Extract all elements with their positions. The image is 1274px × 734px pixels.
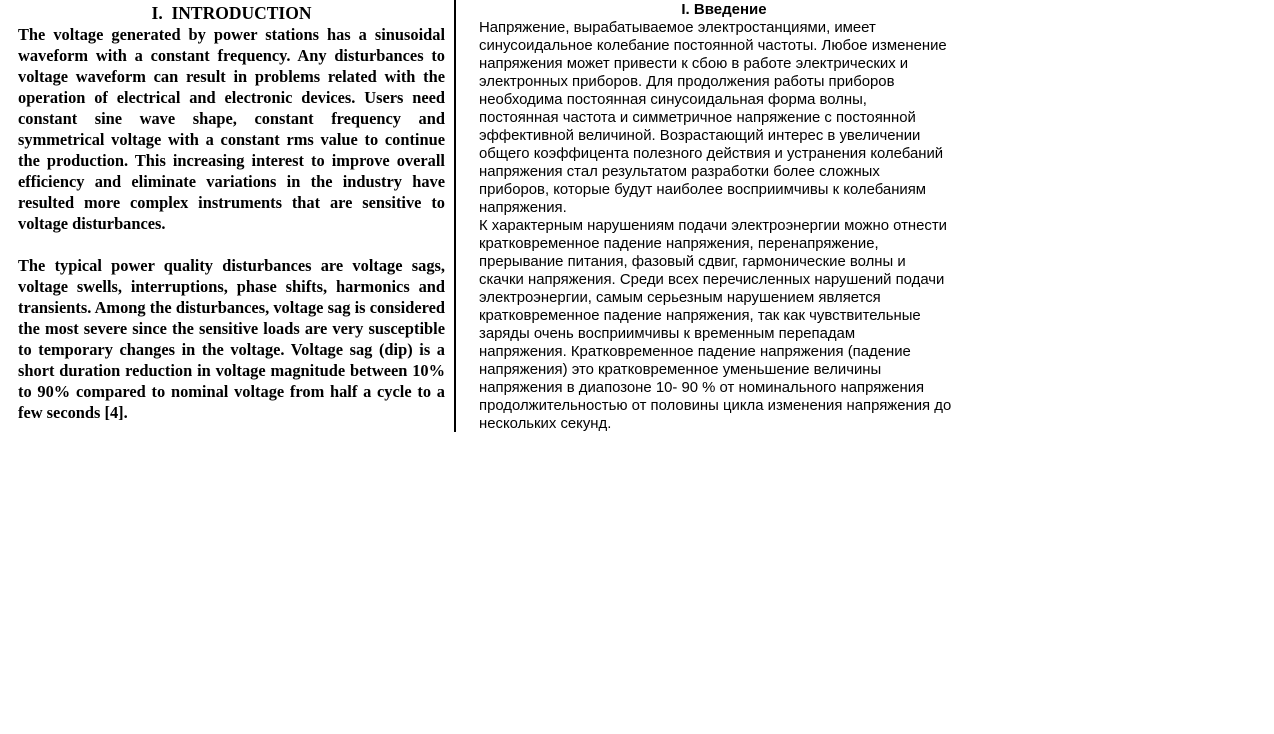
column-divider <box>454 0 456 432</box>
russian-paragraph-2: К характерным нарушениям подачи электроэнергии можно отнести кратковременное падение напряжения, перенапряжение, прерывание питания, фазовый сдвиг, гармонические волны и скачки напряжения. Среди всех перечисленных нарушений подачи электроэнергии, самым серьезным нарушением является кратковременное падение напряжения, так как чувствительные заряды очень восприимчивы к временным перепадам напряжения. Кратковременное падение напряжения (падение напряжения) это кратковременное уменьшение величины напряжения в диапозоне 10- 90 % от номинального напряжения продолжительностью от половины цикла изменения напряжения до нескольких секунд. <box>479 218 952 432</box>
english-paragraph-2: The typical power quality disturbances are voltage sags, voltage swells, interruptions, phase shifts, harmonics and transients. Among the disturbances, voltage sag is considered the most severe since the sensitive loads are very susceptible to temporary changes in the voltage. Voltage sag (dip) is a short duration reduction in voltage magnitude between 10% to 90% compared to nominal voltage from half a cycle to a few seconds [4]. <box>18 256 445 422</box>
english-paragraph-1: The voltage generated by power stations has a sinusoidal waveform with a constant frequency. Any disturbances to voltage waveform can result in problems related with the operation of electrical and electronic devices. Users need constant sine wave shape, constant frequency and symmetrical voltage with a constant rms value to continue the production. This increasing interest to improve overall efficiency and eliminate variations in the industry have resulted more complex instruments that are sensitive to voltage disturbances. <box>18 25 445 233</box>
russian-heading: I. Введение <box>681 1 767 18</box>
english-column <box>18 2 445 423</box>
english-heading: I. INTRODUCTION <box>151 3 312 23</box>
russian-column <box>479 1 979 433</box>
russian-paragraph-1: Напряжение, вырабатываемое электростанциями, имеет синусоидальное колебание постоянной частоты. Любое изменение напряжения может привести к сбою в работе электрических и электронных приборов. Для продолжения работы приборов необходима постоянная синусоидальная форма волны, постоянная частота и симметричное напряжение с постоянной эффективной величиной. Возрастающий интерес в увеличении общего коэффицента полезного действия и устранения колебаний напряжения стал результатом разработки более сложных приборов, которые будут наиболее восприимчивы к колебаниям напряжения. <box>479 20 947 216</box>
